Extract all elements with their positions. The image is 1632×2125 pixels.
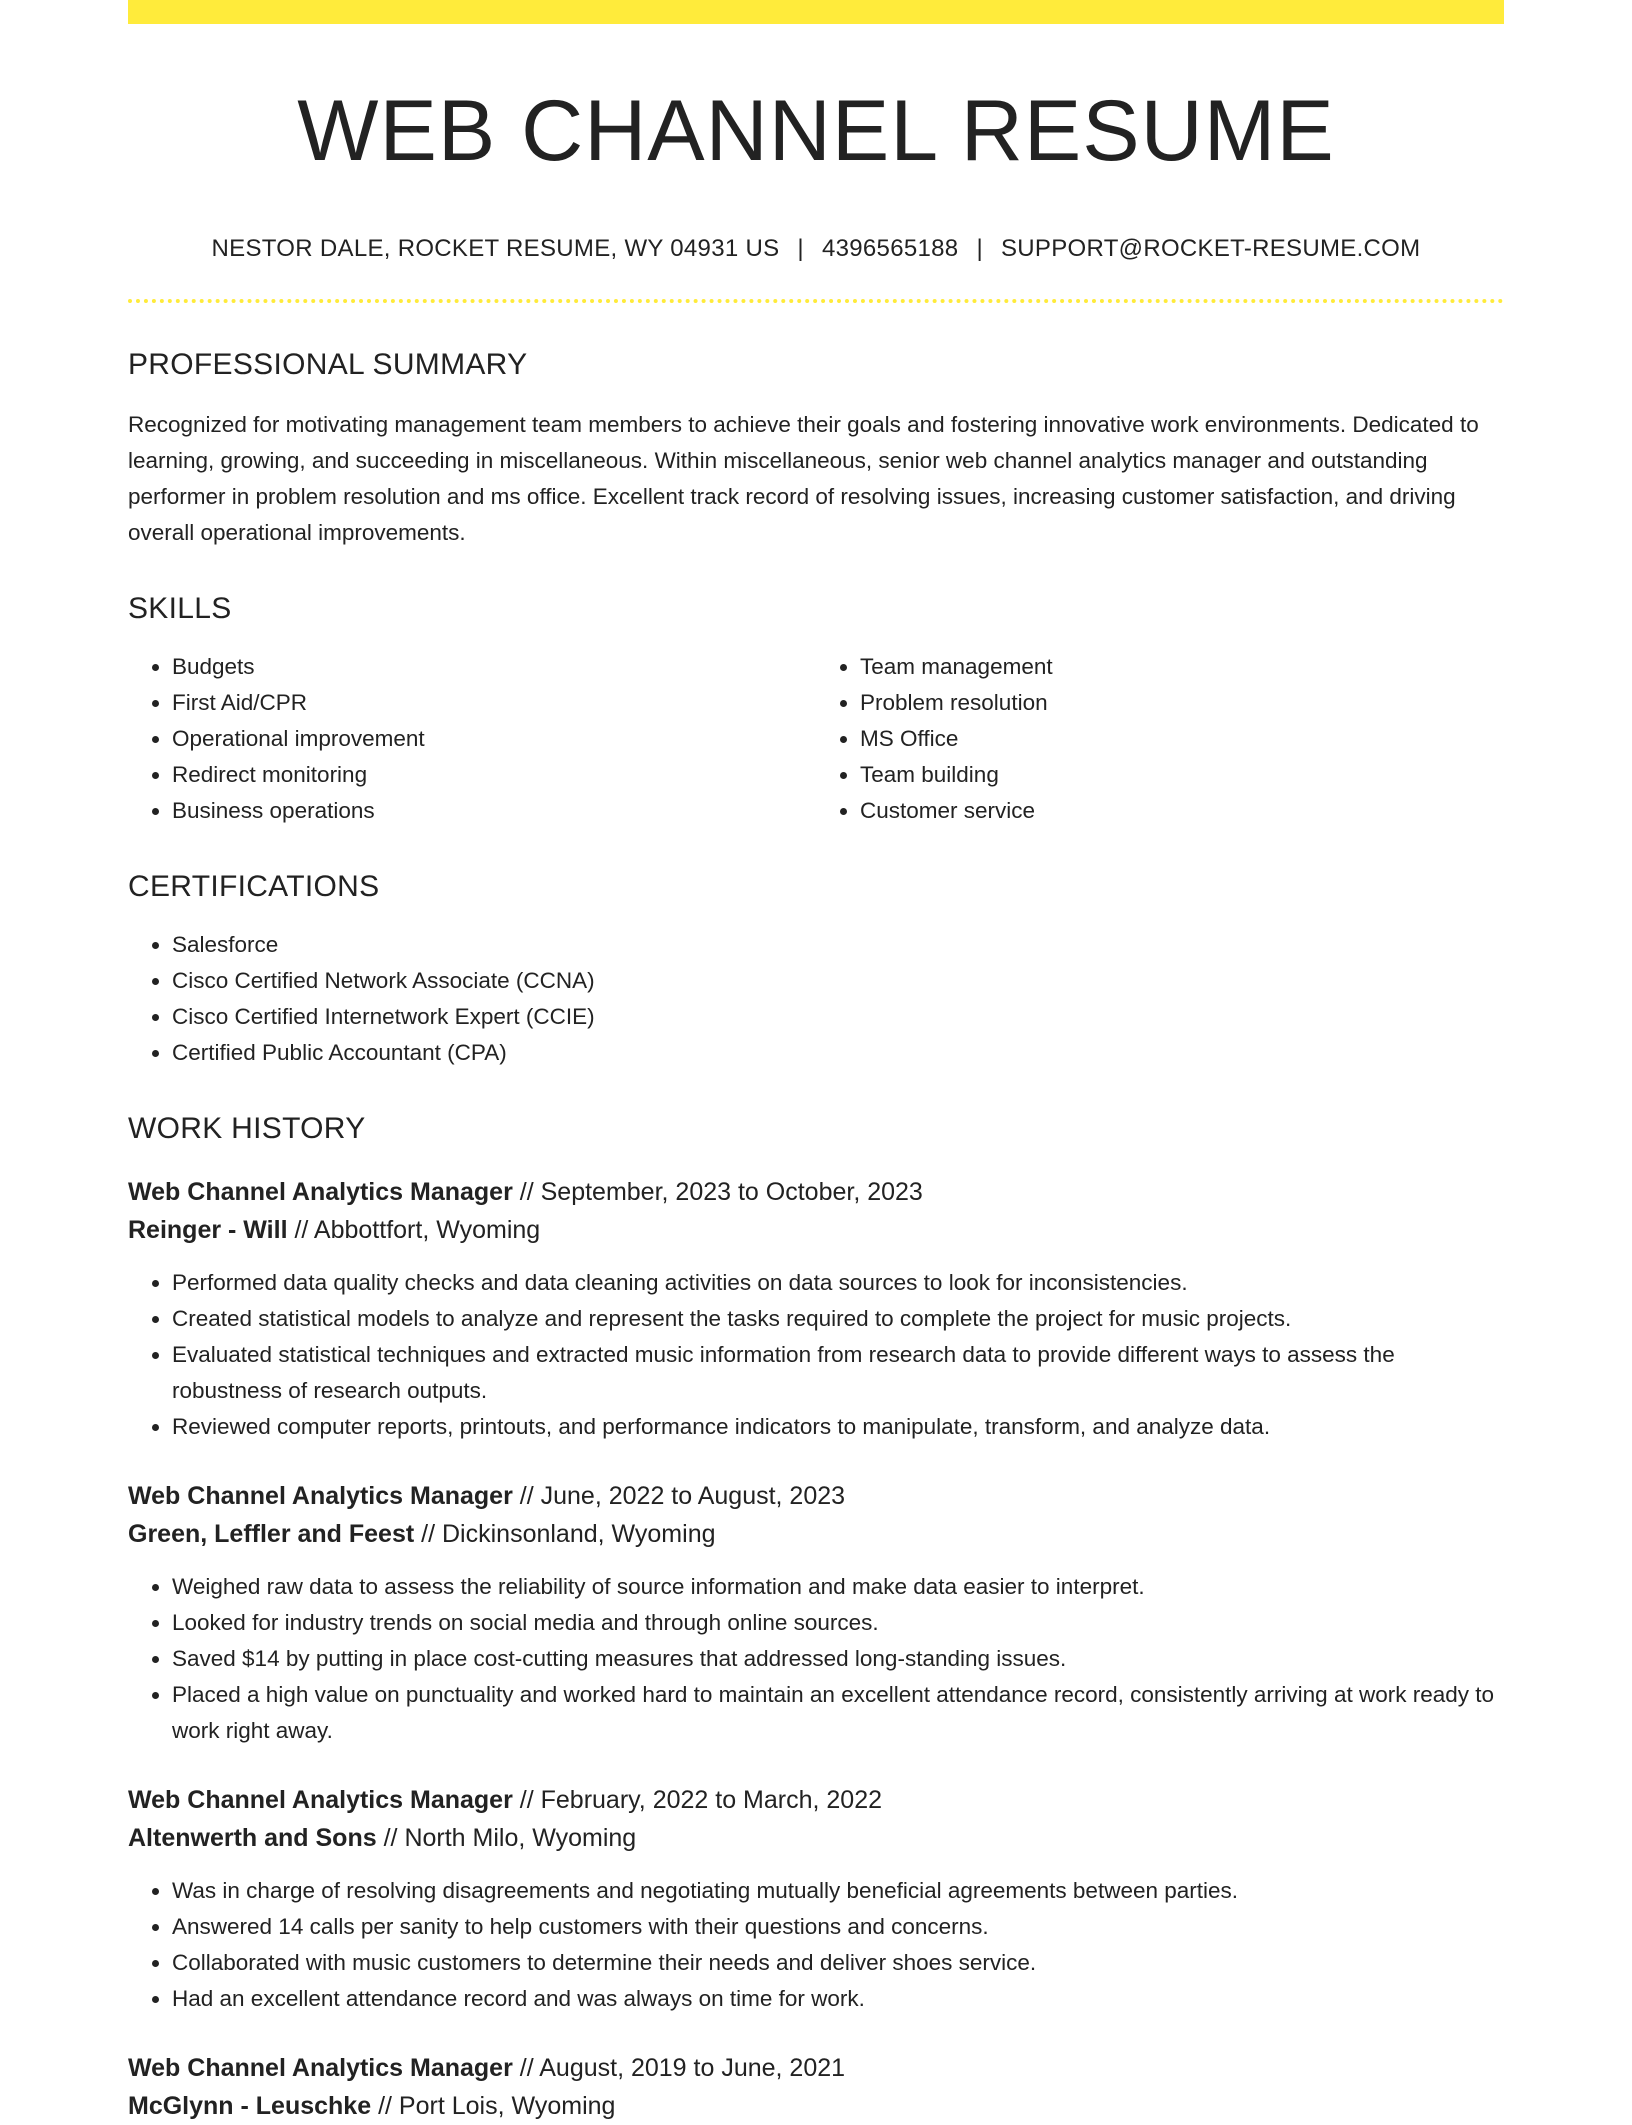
job-company-line: [128, 1819, 1504, 1857]
certification-item: • Cisco Certified Network Associate (CCNA): [172, 963, 1504, 999]
job-dates: February, 2022 to March, 2022: [540, 1785, 883, 1814]
work-history-section: [128, 1111, 1504, 2125]
job-entry: [128, 2049, 1504, 2125]
summary-heading: PROFESSIONAL SUMMARY: [128, 347, 528, 381]
job-dates: June, 2022 to August, 2023: [540, 1481, 846, 1510]
contact-line: [128, 235, 1504, 263]
job-title-line: [128, 1477, 1504, 1515]
certification-item: • Certified Public Accountant (CPA): [172, 1035, 1504, 1071]
job-bullet: • Weighed raw data to assess the reliability of source information and make data easier to interpret.: [172, 1569, 1504, 1605]
job-company: Green, Leffler and Feest: [128, 1519, 415, 1548]
certifications-list: [128, 927, 1504, 1071]
skills-list-right: [816, 649, 1504, 829]
job-company: Reinger - Will: [128, 1215, 288, 1244]
contact-separator: |: [976, 234, 983, 262]
job-separator: //: [414, 1519, 442, 1548]
job-company-line: [128, 2087, 1504, 2125]
skill-item: • Budgets: [172, 649, 816, 685]
skill-item: • Team management: [860, 649, 1504, 685]
job-bullet: • Placed a high value on punctuality and worked hard to maintain an excellent attendance record, consistently arriving at work ready to work right away.: [172, 1677, 1504, 1749]
job-separator: //: [512, 1177, 541, 1206]
job-bullet: • Reviewed computer reports, printouts, and performance indicators to manipulate, transform, and analyze data.: [172, 1409, 1504, 1445]
certification-item: • Salesforce: [172, 927, 1504, 963]
contact-separator: |: [797, 234, 804, 262]
skill-item: • MS Office: [860, 721, 1504, 757]
job-bullet: • Collaborated with music customers to determine their needs and deliver shoes service.: [172, 1945, 1504, 1981]
job-entry: [128, 1477, 1504, 1749]
job-title: Web Channel Analytics Manager: [128, 2053, 513, 2082]
job-separator: //: [376, 1823, 405, 1852]
summary-text: Recognized for motivating management team members to achieve their goals and fostering innovative work environments. Dedicated to learning, growing, and succeeding in miscellaneous. Within miscellaneous, senior web channel analytics manager and outstanding performer in problem resolution and ms office. Excellent track record of resolving issues, increasing customer satisfaction, and driving overall operational improvements.: [128, 411, 1479, 545]
job-title: Web Channel Analytics Manager: [128, 1177, 513, 1206]
job-bullets: [128, 1569, 1504, 1749]
job-bullet: • Created statistical models to analyze and represent the tasks required to complete the project for music projects.: [172, 1301, 1504, 1337]
job-dates: September, 2023 to October, 2023: [540, 1177, 923, 1206]
job-entry: [128, 1173, 1504, 1445]
resume-title: WEB CHANNEL RESUME: [297, 83, 1335, 179]
job-title-line: [128, 1173, 1504, 1211]
skill-item: • Customer service: [860, 793, 1504, 829]
summary-section: [128, 347, 1504, 551]
job-title-line: [128, 2049, 1504, 2087]
contact-email: SUPPORT@ROCKET-RESUME.COM: [1000, 234, 1421, 262]
resume-page: [128, 0, 1504, 2125]
job-entry: [128, 1781, 1504, 2017]
job-bullets: [128, 1873, 1504, 2017]
certification-item: • Cisco Certified Internetwork Expert (CCIE): [172, 999, 1504, 1035]
job-bullet: • Saved $14 by putting in place cost-cutting measures that addressed long-standing issues.: [172, 1641, 1504, 1677]
skill-item: • Team building: [860, 757, 1504, 793]
skill-item: • Operational improvement: [172, 721, 816, 757]
job-company: McGlynn - Leuschke: [128, 2091, 372, 2120]
skill-item: • Problem resolution: [860, 685, 1504, 721]
contact-phone: 4396565188: [821, 234, 959, 262]
skills-list-left: [128, 649, 816, 829]
job-title-line: [128, 1781, 1504, 1819]
job-separator: //: [512, 1785, 541, 1814]
dotted-divider: [128, 299, 1504, 303]
skills-columns: [128, 649, 1504, 829]
job-location: North Milo, Wyoming: [404, 1823, 637, 1852]
skill-item: • Business operations: [172, 793, 816, 829]
contact-address: NESTOR DALE, ROCKET RESUME, WY 04931 US: [211, 234, 780, 262]
job-title: Web Channel Analytics Manager: [128, 1785, 513, 1814]
skills-section: [128, 591, 1504, 829]
skill-item: • First Aid/CPR: [172, 685, 816, 721]
job-location: Port Lois, Wyoming: [398, 2091, 616, 2120]
job-bullet: • Performed data quality checks and data cleaning activities on data sources to look for inconsistencies.: [172, 1265, 1504, 1301]
job-location: Abbottfort, Wyoming: [313, 1215, 541, 1244]
job-dates: August, 2019 to June, 2021: [539, 2053, 846, 2082]
job-company-line: [128, 1211, 1504, 1249]
job-company: Altenwerth and Sons: [128, 1823, 377, 1852]
top-accent-bar: [128, 0, 1504, 24]
work-history-heading: WORK HISTORY: [128, 1111, 366, 1145]
job-bullet: • Looked for industry trends on social media and through online sources.: [172, 1605, 1504, 1641]
certifications-section: [128, 869, 1504, 1071]
job-company-line: [128, 1515, 1504, 1553]
job-title: Web Channel Analytics Manager: [128, 1481, 513, 1510]
job-bullet: • Evaluated statistical techniques and extracted music information from research data to provide different ways to assess the robustness of research outputs.: [172, 1337, 1504, 1409]
job-location: Dickinsonland, Wyoming: [442, 1519, 716, 1548]
job-separator: //: [287, 1215, 314, 1244]
skills-heading: SKILLS: [128, 591, 232, 625]
skill-item: • Redirect monitoring: [172, 757, 816, 793]
job-separator: //: [512, 2053, 540, 2082]
job-bullet: • Had an excellent attendance record and was always on time for work.: [172, 1981, 1504, 2017]
job-bullet: • Answered 14 calls per sanity to help customers with their questions and concerns.: [172, 1909, 1504, 1945]
job-separator: //: [371, 2091, 399, 2120]
certifications-heading: CERTIFICATIONS: [128, 869, 380, 903]
job-bullet: • Was in charge of resolving disagreements and negotiating mutually beneficial agreements between parties.: [172, 1873, 1504, 1909]
job-separator: //: [512, 1481, 541, 1510]
job-bullets: [128, 1265, 1504, 1445]
